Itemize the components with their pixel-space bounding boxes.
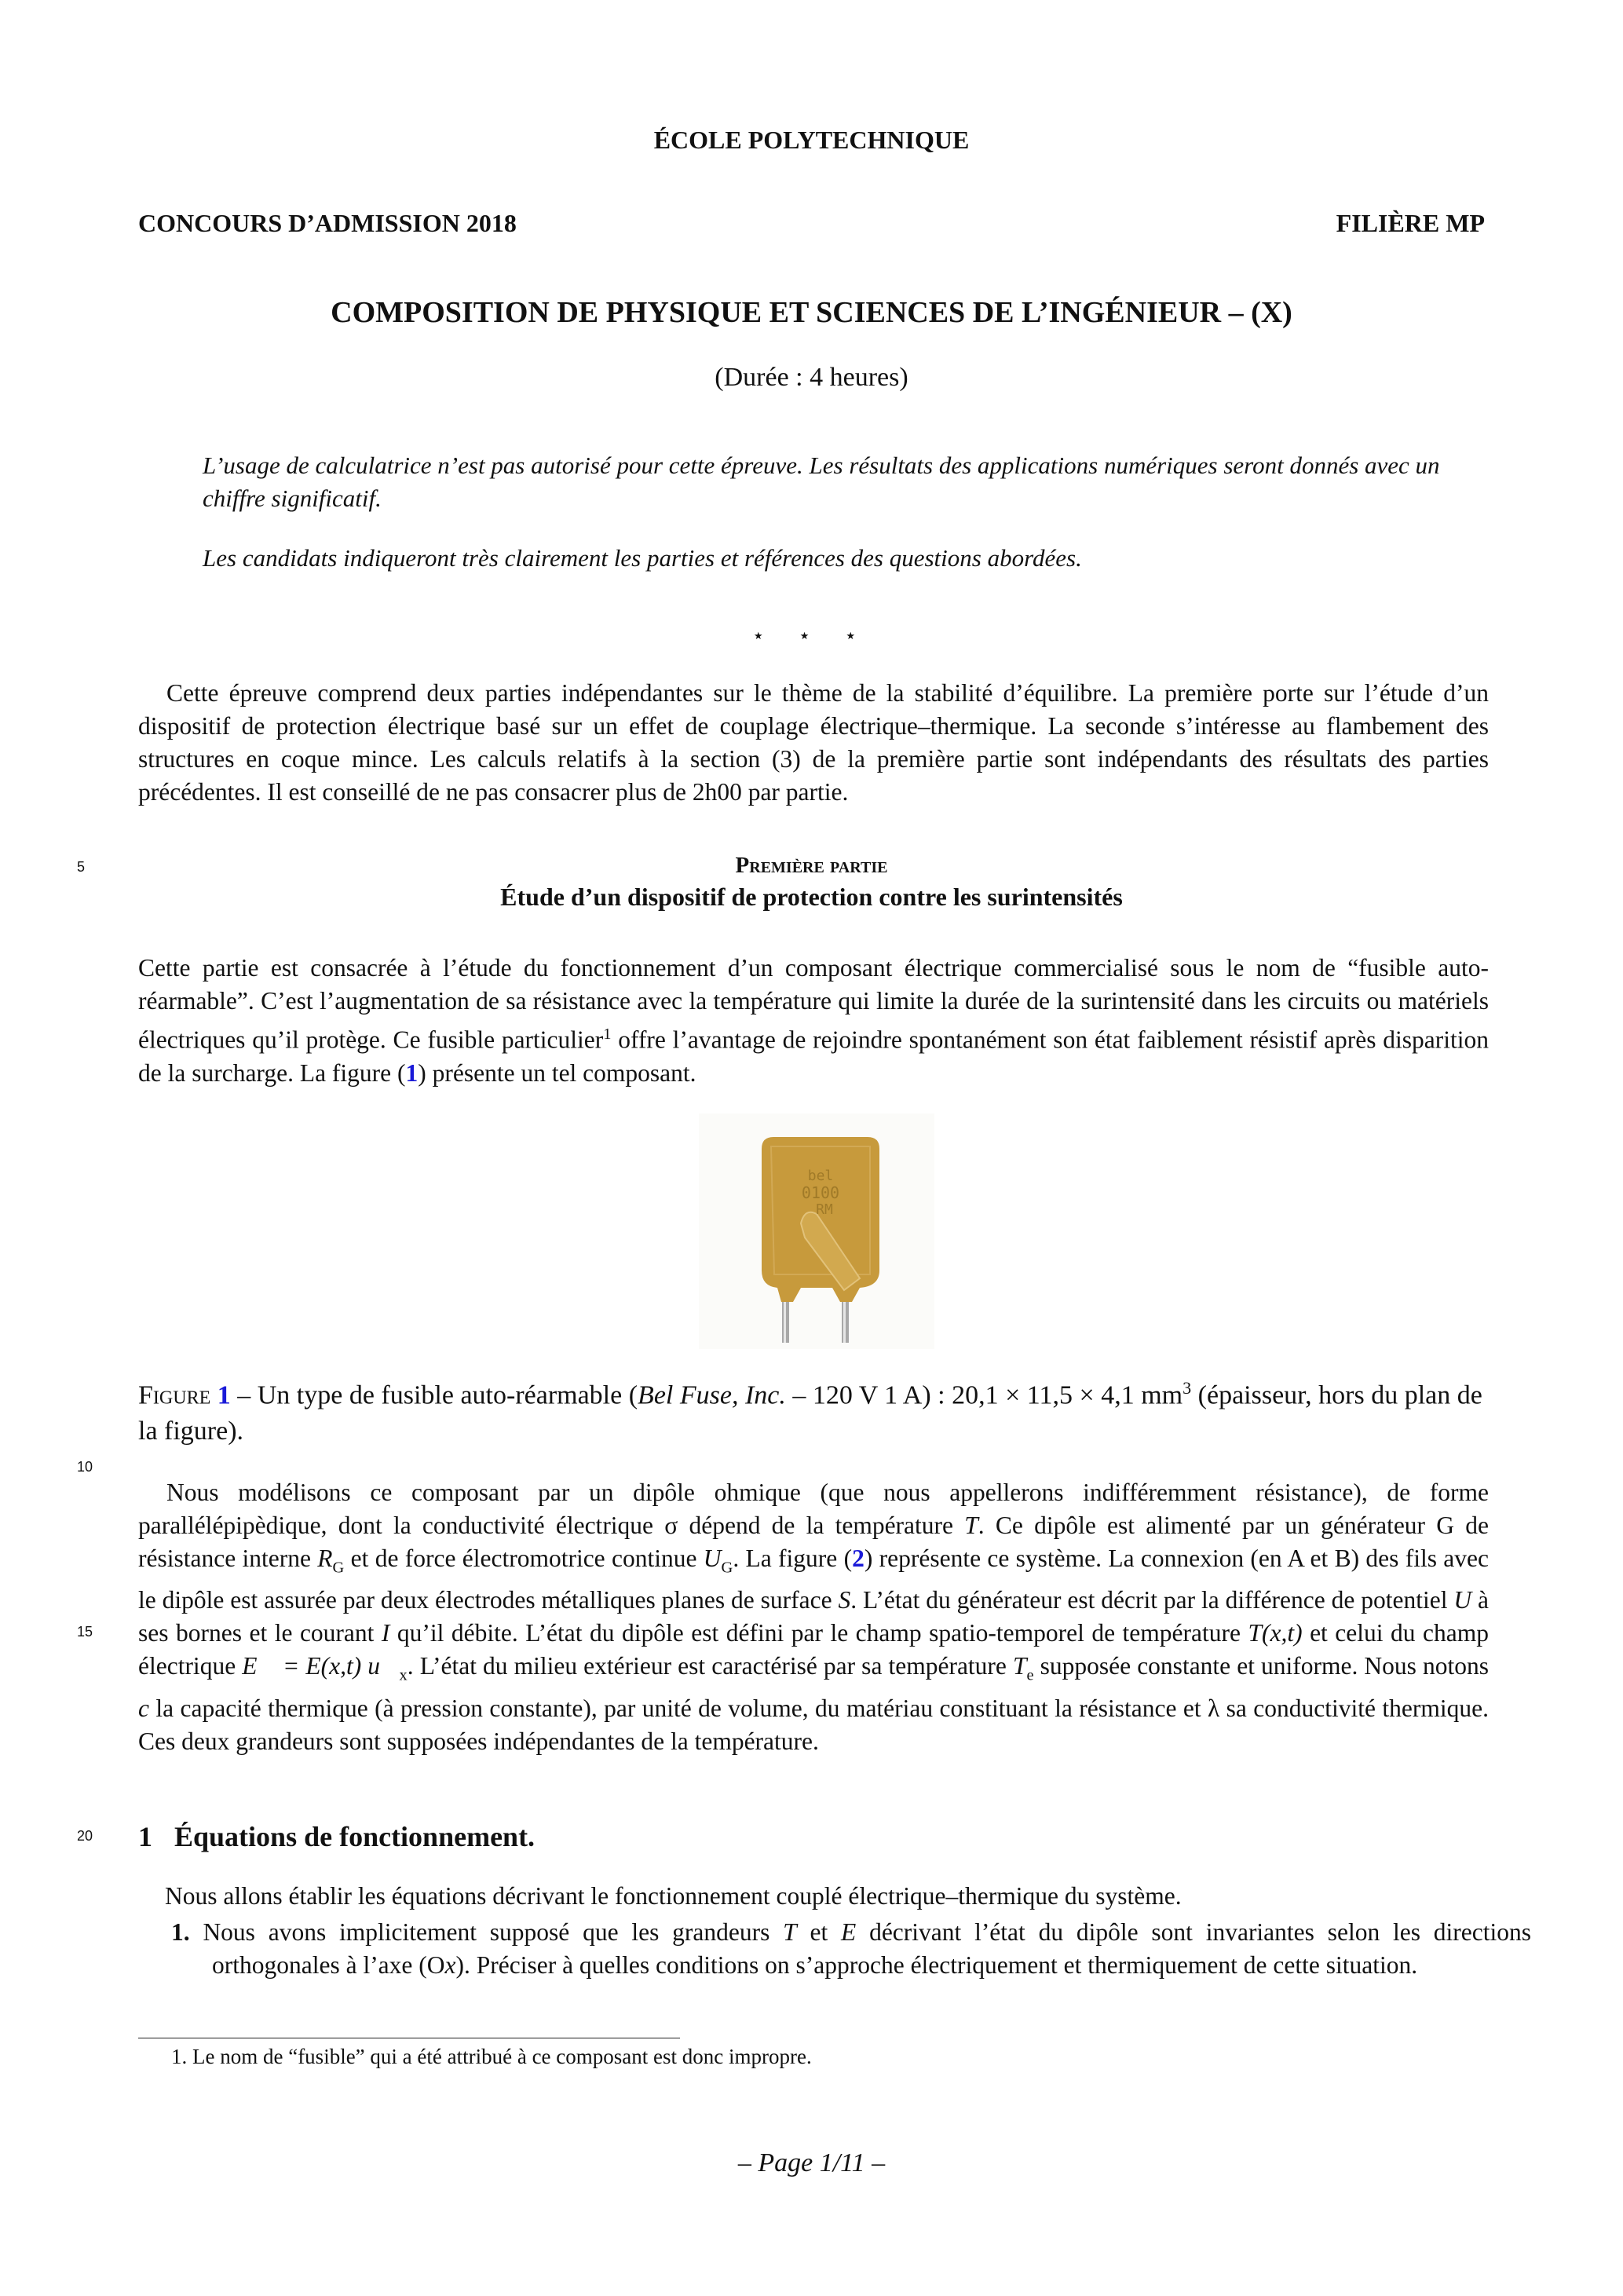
figure-link[interactable]: 2 [852, 1545, 865, 1572]
footnote-number: 1. [171, 2045, 188, 2068]
part1-paragraph [138, 952, 1489, 1090]
intro-paragraph: Cette épreuve comprend deux parties indépendantes sur le thème de la stabilité d’équilibre. La première porte sur l’étude d’un dispositif de protection électrique basé sur un effet de couplage électrique–thermique. La seconde s’intéresse au flambement des structures en coque mince. Les calculs relatifs à la section (3) de la première partie sont indépendants des résultats des parties précédentes. Il est conseillé de ne pas consacrer plus de 2h00 par partie. [138, 679, 1489, 806]
section-number: 1 [138, 1821, 152, 1852]
text: ) représente ce système. La connexion (en A et B) des fils avec le dipôle est assurée par deux électrodes métalliques planes de surface [138, 1545, 1489, 1614]
svg-text:0100: 0100 [801, 1183, 840, 1202]
figure-1-image [699, 1113, 934, 1349]
var: R [317, 1545, 333, 1572]
footnote [171, 2045, 812, 2069]
section-intro: Nous allons établir les équations décrivant le fonctionnement couplé électrique–thermique du système. [165, 1882, 1182, 1910]
question-1 [171, 1916, 1531, 1982]
var: U [1453, 1586, 1472, 1614]
text: – Un type de fusible auto-réarmable ( [230, 1380, 638, 1410]
text: supposée constante et uniforme. Nous notons [1033, 1652, 1489, 1680]
duration: (Durée : 4 heures) [715, 363, 908, 392]
footnote-ref[interactable]: 1 [603, 1026, 612, 1043]
text: la capacité thermique (à pression constante), par unité de volume, du matériau constituant la résistance et λ sa conductivité thermique. Ces deux grandeurs sont supposées indépendantes de la température. [138, 1694, 1489, 1755]
var: T [783, 1918, 797, 1946]
separator-stars: ⋆ ⋆ ⋆ [751, 624, 872, 647]
text: et [796, 1918, 842, 1946]
svg-text:RM: RM [816, 1201, 833, 1218]
svg-text:bel: bel [807, 1168, 834, 1184]
var: E [841, 1918, 857, 1946]
sub: G [721, 1559, 733, 1577]
text: . La figure ( [733, 1545, 853, 1572]
text: Nous avons implicitement supposé que les grandeurs [203, 1918, 784, 1946]
text: (épaisseur, hors du plan de la figure). [138, 1380, 1482, 1446]
part-subtitle: Étude d’un dispositif de protection contre les surintensités [500, 883, 1123, 911]
line-number: 15 [77, 1624, 93, 1640]
text: offre l’avantage de rejoindre spontanément son état faiblement résistif après disparition de la surcharge. La figure ( [138, 1026, 1490, 1087]
question-number: 1. [171, 1918, 190, 1946]
page-title: COMPOSITION DE PHYSIQUE ET SCIENCES DE L’INGÉNIEUR – (X) [331, 296, 1292, 329]
text: à ses bornes et le courant [138, 1586, 1490, 1647]
header-school: ÉCOLE POLYTECHNIQUE [653, 126, 970, 154]
section-title: Équations de fonctionnement. [174, 1821, 536, 1852]
var: c [138, 1694, 149, 1722]
var: E⃗ = E(x,t) u⃗ [242, 1652, 400, 1680]
text: Nous modélisons ce composant par un dipôle ohmique (que nous appellerons indifféremment résistance), de forme parallélépipèdique, dont la conductivité électrique σ dépend de la température [138, 1479, 1489, 1539]
sub: G [332, 1559, 345, 1577]
line-number: 20 [77, 1828, 93, 1844]
instruction-references: Les candidats indiqueront très clairement les parties et références des questions abordées. [203, 544, 1082, 572]
superscript: 3 [1183, 1378, 1192, 1398]
brand: Bel Fuse, Inc. [638, 1380, 786, 1410]
text: et de force électromotrice continue [344, 1545, 704, 1572]
text: . Ce dipôle est alimenté par un générateur G de résistance interne [138, 1512, 1489, 1572]
text: – 120 V 1 A) : 20,1 × 11,5 × 4,1 mm [785, 1380, 1183, 1410]
fuse-component-image [699, 1113, 934, 1349]
figure-1-caption [138, 1370, 1489, 1450]
figure-number[interactable]: 1 [217, 1380, 231, 1410]
footnote-text: Le nom de “fusible” qui a été attribué à ce composant est donc impropre. [192, 2045, 812, 2068]
var: T [964, 1512, 978, 1539]
var: x [444, 1951, 456, 1979]
line-number: 10 [77, 1459, 93, 1475]
figure-link[interactable]: 1 [405, 1058, 419, 1087]
line-number: 5 [77, 859, 86, 875]
part-title: Première partie [735, 853, 888, 878]
sub: x [399, 1666, 408, 1684]
text: . L’état du milieu extérieur est caractérisé par sa température [407, 1652, 1013, 1680]
text: et celui du champ électrique [138, 1619, 1489, 1680]
model-paragraph [138, 1476, 1489, 1758]
sub: e [1026, 1666, 1034, 1684]
var: U [703, 1545, 722, 1572]
var: T [1012, 1652, 1027, 1680]
section-heading [138, 1820, 535, 1853]
text: ). Préciser à quelles conditions on s’approche électriquement et thermiquement de cette situation. [455, 1951, 1418, 1979]
header-filiere: FILIÈRE MP [1336, 209, 1485, 237]
text: décrivant l’état du dipôle sont invariantes selon les directions orthogonales à l’axe (O [212, 1918, 1532, 1979]
var: I [381, 1619, 390, 1647]
figure-label: Figure [138, 1380, 211, 1410]
text: Cette partie est consacrée à l’étude du fonctionnement d’un composant électrique commercialisé sous le nom de “fusible auto-réarmable”. C’est l’augmentation de sa résistance avec la température qui limite la durée de la surintensité dans les circuits ou matériels électriques qu’il protège. Ce fusible particulier [138, 954, 1489, 1054]
var: S [838, 1586, 851, 1614]
header-concours: CONCOURS D’ADMISSION 2018 [138, 209, 517, 237]
text: qu’il débite. L’état du dipôle est défini par le champ spatio-temporel de température [389, 1619, 1248, 1647]
page-number: – Page 1/11 – [737, 2148, 886, 2177]
instruction-calculator: L’usage de calculatrice n’est pas autorisé pour cette épreuve. Les résultats des applications numériques seront donnés avec un chiffre significatif. [203, 452, 1440, 512]
var: T(x,t) [1248, 1619, 1303, 1647]
text: ) présente un tel composant. [418, 1058, 696, 1087]
text: . L’état du générateur est décrit par la différence de potentiel [850, 1586, 1454, 1614]
